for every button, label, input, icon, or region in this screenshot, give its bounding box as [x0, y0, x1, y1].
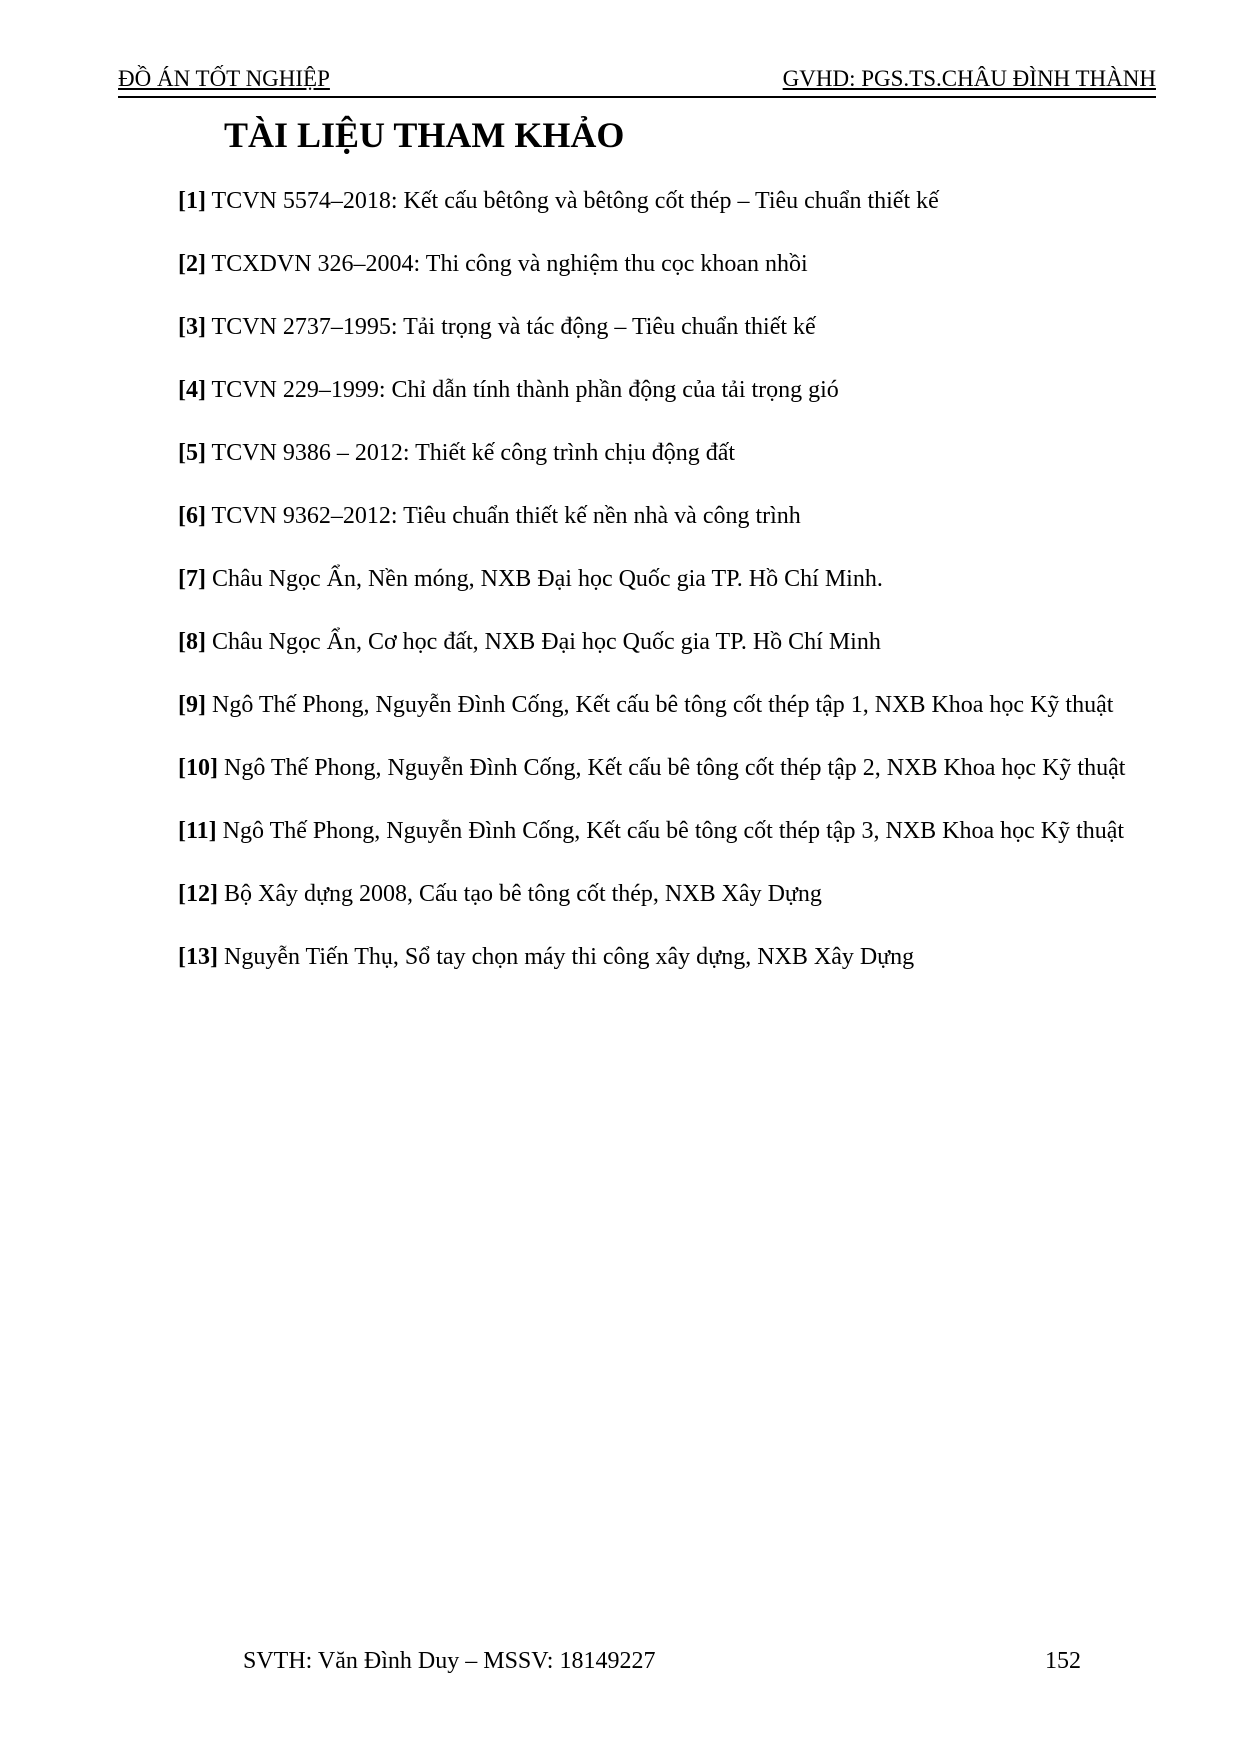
reference-text: TCVN 5574–2018: Kết cấu bêtông và bêtông cốt thép – Tiêu chuẩn thiết kế [205, 188, 939, 214]
page-title: TÀI LIỆU THAM KHẢO [224, 115, 625, 155]
footer-student-info: SVTH: Văn Đình Duy – MSSV: 18149227 [243, 1648, 656, 1674]
reference-text: TCVN 9362–2012: Tiêu chuẩn thiết kế nền nhà và công trình [205, 503, 801, 529]
reference-text: Châu Ngọc Ẩn, Nền móng, NXB Đại học Quốc gia TP. Hồ Chí Minh. [205, 566, 883, 592]
header-advisor-label: GVHD: PGS.TS.CHÂU ĐÌNH THÀNH [782, 66, 1156, 91]
reference-text: Ngô Thế Phong, Nguyễn Đình Cống, Kết cấu bê tông cốt thép tập 1, NXB Khoa học Kỹ thuật [205, 692, 1114, 718]
reference-number: [8] [178, 629, 206, 655]
reference-item [178, 367, 1128, 414]
reference-text: Châu Ngọc Ẩn, Cơ học đất, NXB Đại học Quốc gia TP. Hồ Chí Minh [205, 629, 881, 655]
reference-number: [11] [178, 818, 217, 844]
reference-item [178, 241, 1128, 288]
reference-text: Ngô Thế Phong, Nguyễn Đình Cống, Kết cấu bê tông cốt thép tập 2, NXB Khoa học Kỹ thuật [217, 755, 1126, 781]
reference-item [178, 871, 1128, 918]
reference-text: TCVN 2737–1995: Tải trọng và tác động – Tiêu chuẩn thiết kế [205, 314, 816, 340]
reference-text: TCVN 9386 – 2012: Thiết kế công trình chịu động đất [205, 440, 736, 466]
reference-number: [1] [178, 188, 206, 214]
header-thesis-label: ĐỒ ÁN TỐT NGHIỆP [118, 66, 330, 91]
reference-text: TCXDVN 326–2004: Thi công và nghiệm thu cọc khoan nhồi [205, 251, 808, 277]
reference-item [178, 619, 1128, 666]
reference-number: [12] [178, 881, 218, 907]
reference-text: TCVN 229–1999: Chỉ dẫn tính thành phần động của tải trọng gió [205, 377, 839, 403]
reference-number: [13] [178, 944, 218, 970]
reference-number: [6] [178, 503, 206, 529]
page-footer [0, 1648, 1240, 1682]
reference-item [178, 430, 1128, 477]
reference-item [178, 304, 1128, 351]
reference-number: [10] [178, 755, 218, 781]
reference-item [178, 745, 1128, 792]
reference-number: [2] [178, 251, 206, 277]
page-number: 152 [1045, 1648, 1081, 1674]
reference-item [178, 556, 1128, 603]
page-header [118, 64, 1156, 98]
reference-number: [4] [178, 377, 206, 403]
reference-text: Nguyễn Tiến Thụ, Sổ tay chọn máy thi công xây dựng, NXB Xây Dựng [217, 944, 915, 970]
reference-item [178, 934, 1128, 981]
reference-number: [5] [178, 440, 206, 466]
reference-number: [3] [178, 314, 206, 340]
reference-list [178, 178, 1128, 997]
reference-number: [7] [178, 566, 206, 592]
reference-text: Bộ Xây dựng 2008, Cấu tạo bê tông cốt thép, NXB Xây Dựng [217, 881, 822, 907]
reference-item [178, 178, 1128, 225]
reference-item [178, 493, 1128, 540]
reference-number: [9] [178, 692, 206, 718]
reference-item [178, 682, 1128, 729]
reference-item [178, 808, 1128, 855]
reference-text: Ngô Thế Phong, Nguyễn Đình Cống, Kết cấu bê tông cốt thép tập 3, NXB Khoa học Kỹ thuật [216, 818, 1125, 844]
